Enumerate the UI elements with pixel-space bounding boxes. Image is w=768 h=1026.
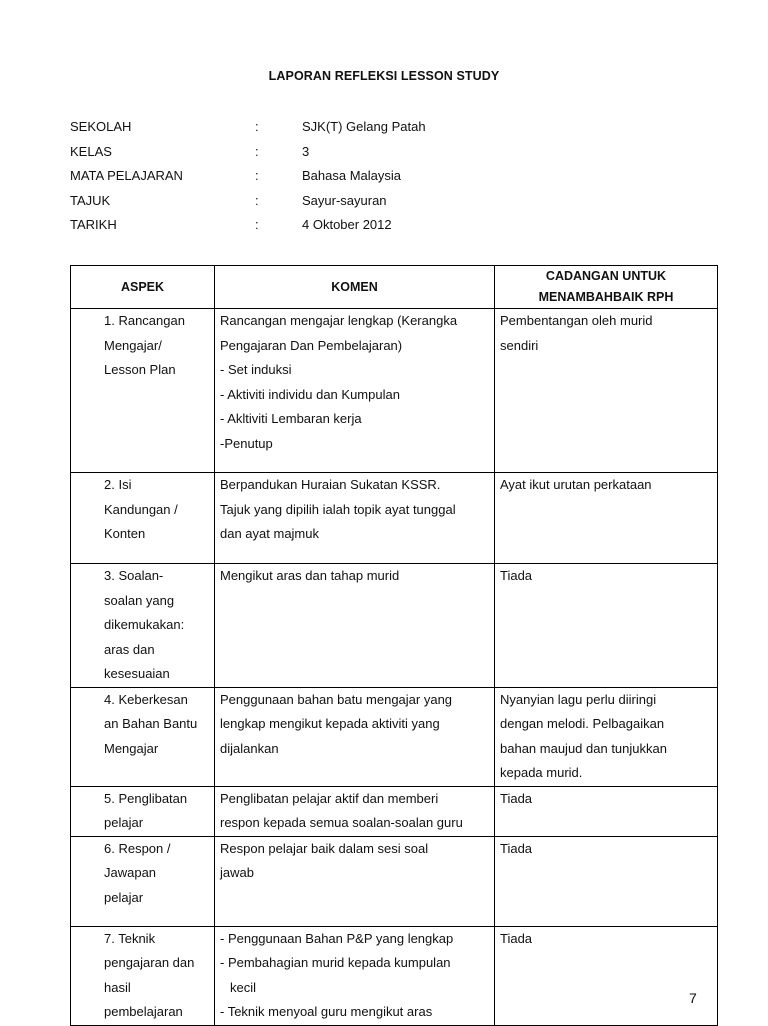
header-komen: KOMEN [215, 266, 495, 309]
cell-cadangan [495, 687, 718, 786]
text-line: 1. Rancangan [104, 313, 185, 328]
text-line: respon kepada semua soalan-soalan guru [220, 815, 463, 830]
info-colon: : [255, 168, 259, 183]
text-line: jawab [220, 865, 254, 880]
text-line: bahan maujud dan tunjukkan [500, 740, 667, 756]
cell-cadangan [495, 786, 718, 836]
info-row-mata-pelajaran [70, 166, 570, 191]
text-line: Nyanyian lagu perlu diiringi [500, 691, 657, 707]
info-colon: : [255, 119, 259, 134]
info-colon: : [255, 143, 259, 159]
info-colon: : [255, 192, 259, 208]
text-line: - Teknik menyoal guru mengikut aras [220, 1004, 433, 1019]
info-label: TARIKH [70, 217, 117, 232]
text-line: 2. Isi [104, 477, 132, 492]
table-row [71, 687, 718, 786]
text-line: pelajar [104, 815, 144, 830]
text-line: Lesson Plan [104, 362, 176, 377]
text-line: - Akltiviti Lembaran kerja [220, 411, 362, 426]
text-line: hasil [104, 979, 131, 995]
info-label: MATA PELAJARAN [70, 168, 183, 183]
table-row [71, 309, 718, 473]
info-value: 4 Oktober 2012 [302, 217, 392, 232]
text-line: dengan melodi. Pelbagaikan [500, 716, 665, 731]
info-row-kelas [70, 142, 570, 167]
text-line: sendiri [500, 337, 539, 353]
cell-cadangan [495, 564, 718, 688]
text-line: Tiada [500, 840, 533, 856]
text-line: pembelajaran [104, 1004, 183, 1019]
cell-komen [215, 309, 495, 473]
text-line: 7. Teknik [104, 930, 156, 946]
text-line: Pembentangan oleh murid [500, 313, 653, 328]
header-cadangan [495, 266, 718, 309]
info-label: SEKOLAH [70, 119, 132, 134]
info-value: Sayur-sayuran [302, 192, 387, 208]
reflection-table [70, 265, 718, 1026]
text-line: Pengajaran Dan Pembelajaran) [220, 337, 403, 353]
cell-cadangan [495, 309, 718, 473]
header-aspek: ASPEK [71, 266, 215, 309]
cell-komen [215, 926, 495, 1025]
cell-aspek [71, 836, 215, 926]
text-line: kepada murid. [500, 765, 583, 780]
text-line: pengajaran dan [104, 955, 195, 970]
info-block [70, 117, 570, 240]
table-row [71, 836, 718, 926]
text-line: -Penutup [220, 435, 273, 451]
text-line: Kandungan / [104, 501, 178, 517]
text-line: pelajar [104, 889, 144, 905]
table-row [71, 564, 718, 688]
cell-komen [215, 786, 495, 836]
cell-aspek [71, 926, 215, 1025]
text-line: kecil [230, 979, 257, 995]
cell-cadangan [495, 836, 718, 926]
info-value: 3 [302, 143, 310, 159]
info-label: KELAS [70, 143, 112, 159]
text-line: Tiada [500, 790, 533, 806]
info-row-sekolah [70, 117, 570, 142]
text-line: Tiada [500, 930, 533, 946]
text-line: dikemukakan: [104, 617, 185, 632]
text-line: - Aktiviti individu dan Kumpulan [220, 386, 400, 402]
text-line: Rancangan mengajar lengkap (Kerangka [220, 313, 458, 328]
cell-komen [215, 687, 495, 786]
text-line: Penglibatan pelajar aktif dan memberi [220, 790, 439, 806]
text-line: an Bahan Bantu [104, 716, 198, 731]
info-value: Bahasa Malaysia [302, 168, 401, 183]
cell-komen [215, 473, 495, 564]
cell-komen [215, 564, 495, 688]
text-line: kesesuaian [104, 666, 170, 681]
text-line: Konten [104, 526, 146, 541]
cell-aspek [71, 564, 215, 688]
text-line: Penggunaan bahan batu mengajar yang [220, 691, 453, 707]
table-row [71, 926, 718, 1025]
text-line: aras dan [104, 641, 155, 657]
cell-aspek [71, 309, 215, 473]
cell-cadangan [495, 473, 718, 564]
text-line: Mengajar/ [104, 337, 162, 353]
text-line: Mengikut aras dan tahap murid [220, 568, 400, 583]
text-line: 5. Penglibatan [104, 790, 188, 806]
text-line: Tajuk yang dipilih ialah topik ayat tunggal [220, 501, 456, 517]
text-line: Ayat ikut urutan perkataan [500, 477, 652, 492]
document-title: LAPORAN REFLEKSI LESSON STUDY [268, 69, 500, 83]
cell-komen [215, 836, 495, 926]
table-row [71, 473, 718, 564]
text-line: dan ayat majmuk [220, 526, 319, 541]
text-line: Jawapan [104, 865, 157, 880]
header-cadangan-line: MENAMBAHBAIK RPH [538, 290, 674, 304]
text-line: Respon pelajar baik dalam sesi soal [220, 840, 429, 856]
text-line: dijalankan [220, 740, 279, 756]
cell-cadangan [495, 926, 718, 1025]
info-colon: : [255, 217, 259, 232]
text-line: - Penggunaan Bahan P&P yang lengkap [220, 930, 454, 946]
info-label: TAJUK [70, 192, 111, 208]
info-row-tajuk [70, 191, 570, 216]
text-line: 3. Soalan- [104, 568, 164, 583]
text-line: Berpandukan Huraian Sukatan KSSR. [220, 477, 441, 492]
text-line: - Set induksi [220, 362, 292, 377]
page-number: 7 [689, 990, 697, 1006]
cell-aspek [71, 687, 215, 786]
text-line: soalan yang [104, 592, 175, 608]
cell-aspek [71, 786, 215, 836]
info-row-tarikh [70, 215, 570, 240]
table-row [71, 786, 718, 836]
text-line: - Pembahagian murid kepada kumpulan [220, 955, 451, 970]
text-line: Mengajar [104, 740, 159, 756]
cell-aspek [71, 473, 215, 564]
header-cadangan-line: CADANGAN UNTUK [545, 269, 667, 283]
info-value: SJK(T) Gelang Patah [302, 119, 426, 134]
table-header-row [71, 266, 718, 309]
text-line: lengkap mengikut kepada aktiviti yang [220, 716, 440, 731]
text-line: 6. Respon / [104, 840, 171, 856]
text-line: Tiada [500, 568, 533, 583]
text-line: 4. Keberkesan [104, 691, 188, 707]
